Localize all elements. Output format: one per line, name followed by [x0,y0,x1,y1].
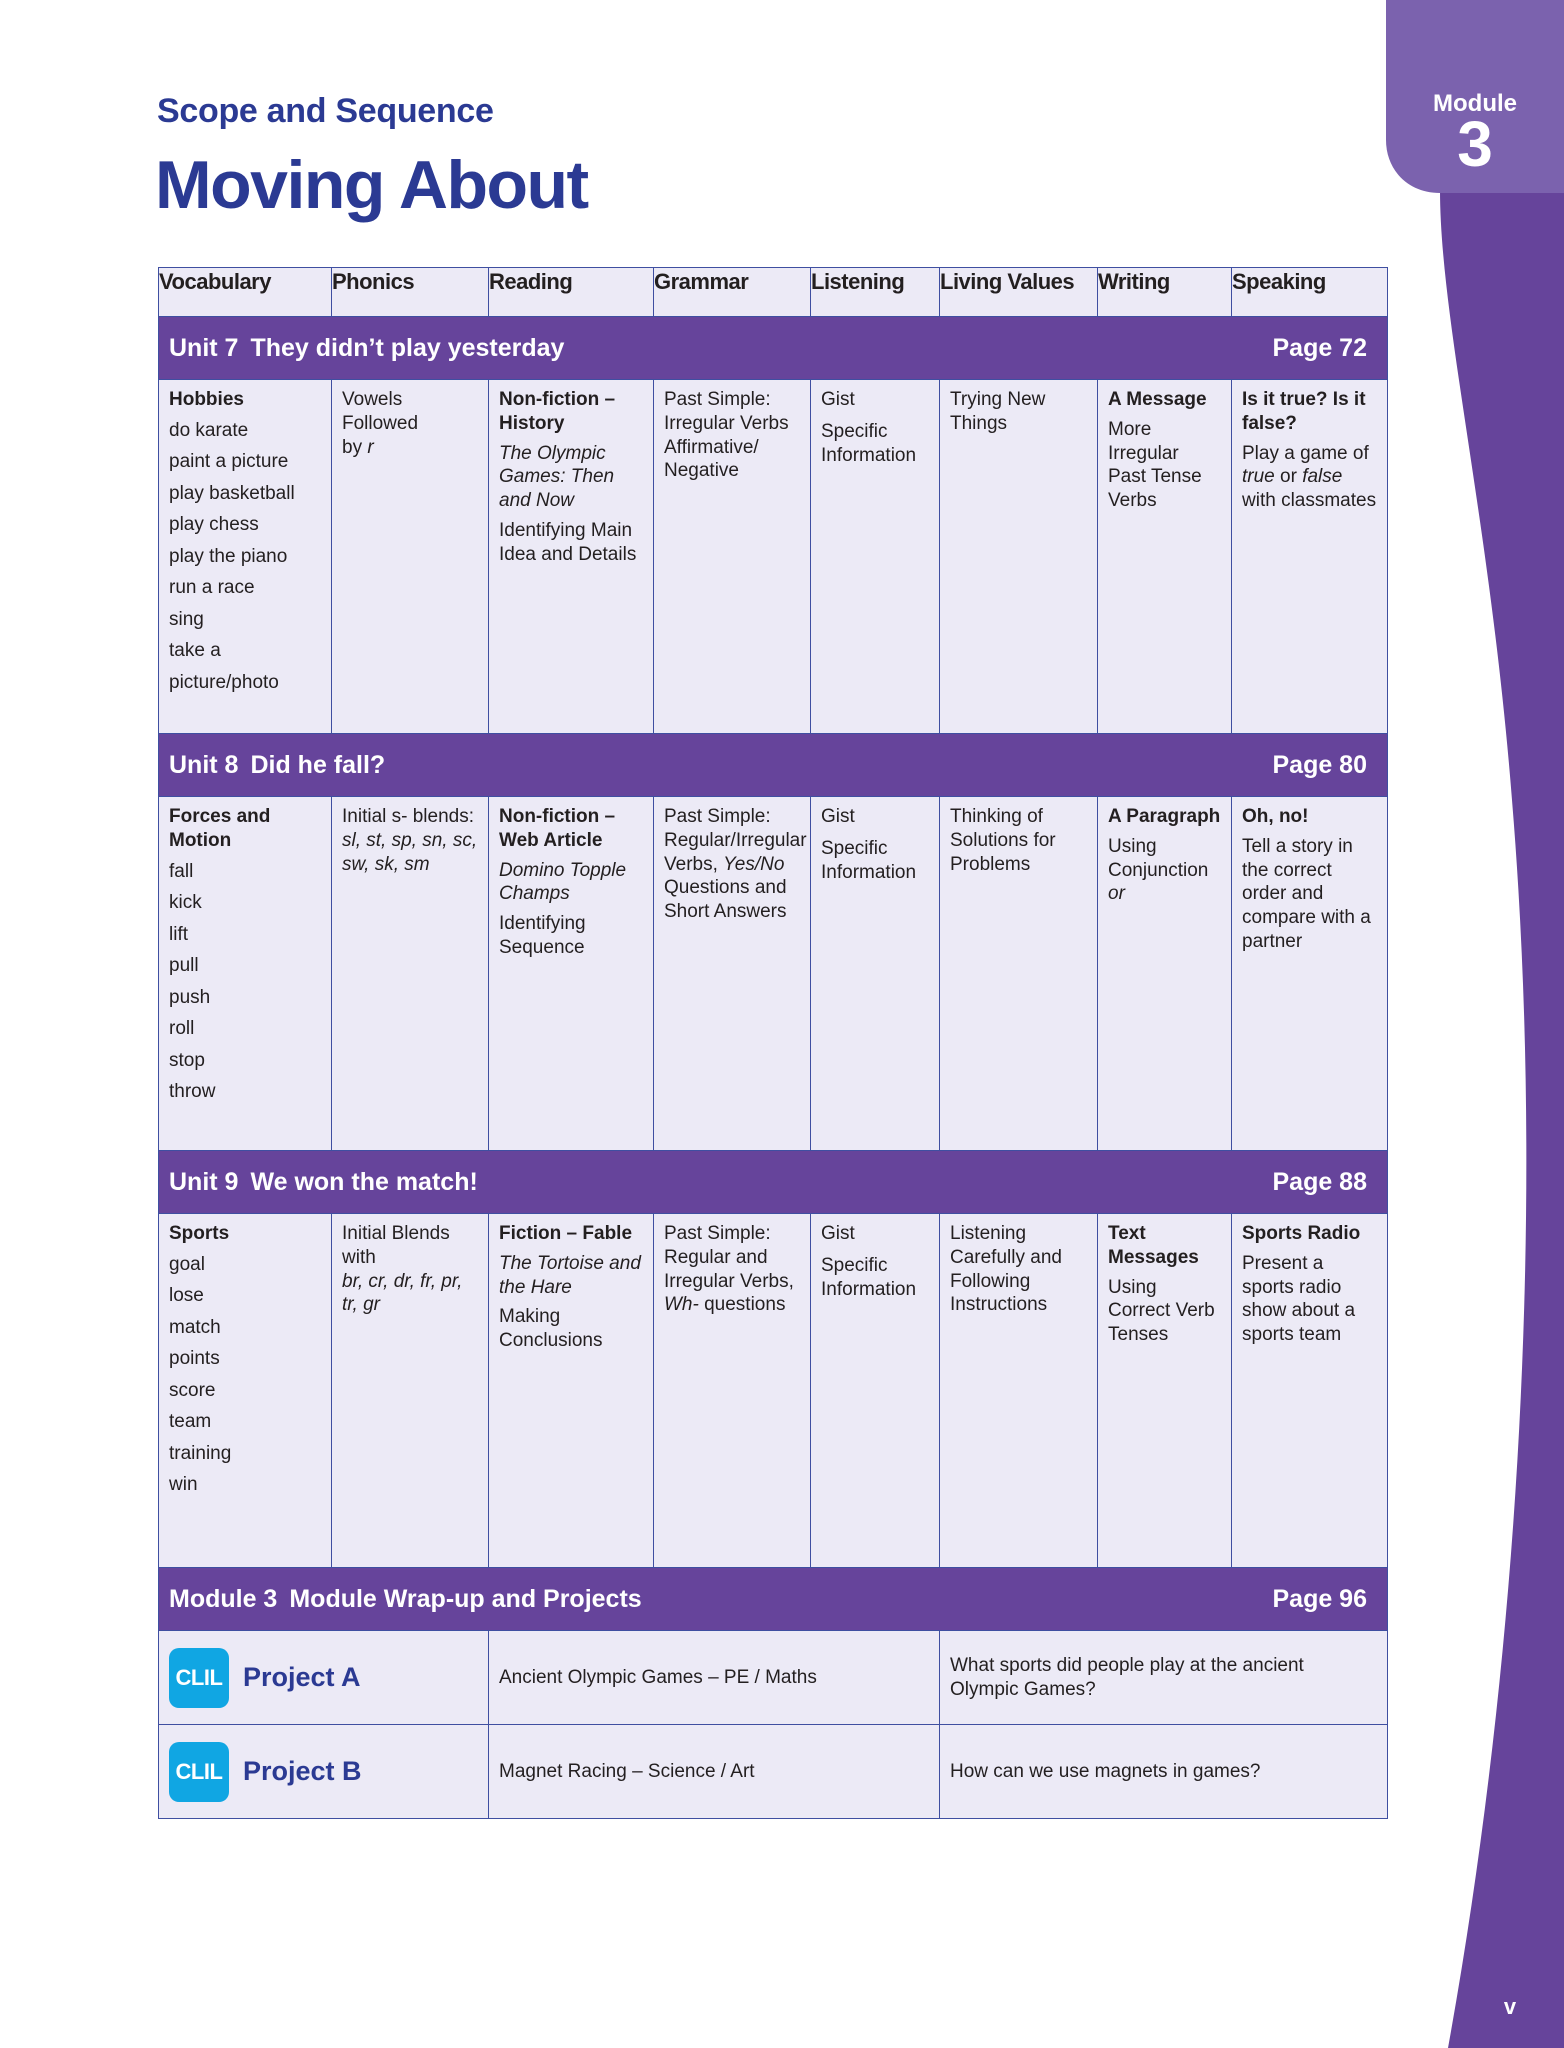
vocabulary-heading: Sports [169,1223,230,1244]
grammar-text: Past Simple: Regular and Irregular Verbs, [664,1223,794,1292]
unit-title: We won the match! [250,1167,478,1196]
listening-item: Specific Information [821,420,917,466]
vocabulary-item: kick [169,892,202,913]
phonics-prefix: by [342,436,368,458]
vocabulary-item: throw [169,1081,216,1102]
grammar-text: questions [698,1294,786,1316]
unit-9-content [159,1214,1388,1568]
grammar-cell [654,797,811,1151]
writing-text: More Irregular Past Tense Verbs [1108,418,1202,511]
column-header-writing: Writing [1098,268,1232,317]
writing-text: Using Correct Verb Tenses [1108,1276,1215,1345]
reading-cell [489,380,654,734]
writing-cell [1098,380,1232,734]
vocabulary-cell [159,797,332,1151]
reading-heading: Non-fiction – History [499,389,616,434]
speaking-heading: Oh, no! [1242,806,1309,827]
reading-heading: Fiction – Fable [499,1223,633,1244]
vocabulary-item: paint a picture [169,451,289,473]
grammar-text: Past Simple: Regular/Irregular Verbs, [664,806,807,875]
speaking-heading: Sports Radio [1242,1223,1361,1244]
listening-cell [811,380,940,734]
phonics-blends: sl, st, sp, sn, sc, sw, sk, sm [342,829,478,875]
column-header-phonics: Phonics [332,268,489,317]
project-name: Project B [243,1756,362,1786]
writing-italic: or [1108,883,1125,905]
phonics-cell [332,380,489,734]
column-header-grammar: Grammar [654,268,811,317]
living-values-text: Thinking of Solutions for Problems [950,806,1056,875]
reading-cell [489,1214,654,1568]
project-topic: Ancient Olympic Games – PE / Maths [489,1631,940,1725]
vocabulary-item: goal [169,1253,205,1275]
vocabulary-item: score [169,1379,216,1401]
vocabulary-item: lift [169,923,188,945]
wrapup-page: Page 96 [1272,1584,1367,1613]
unit-7-band [159,317,1388,380]
speaking-text: Play a game of [1242,442,1369,464]
vocabulary-item: sing [169,608,204,630]
clil-badge-icon: CLIL [169,1648,229,1708]
grammar-italic: Yes/No [723,853,785,875]
speaking-cell [1232,380,1388,734]
clil-badge-icon: CLIL [169,1742,229,1802]
listening-item: Specific Information [821,837,917,883]
vocabulary-heading: Forces and Motion [169,806,271,851]
speaking-text: or [1274,466,1303,488]
speaking-italic: true [1242,466,1275,488]
vocabulary-item: play chess [169,514,259,536]
speaking-cell [1232,1214,1388,1568]
column-header-vocabulary: Vocabulary [159,268,332,317]
reading-skill: Identifying Sequence [499,913,586,958]
listening-cell [811,797,940,1151]
grammar-text: Past Simple: Irregular Verbs Affirmative/ Negative [664,389,789,482]
module-tab-number: 3 [1457,108,1493,180]
vocabulary-cell [159,1214,332,1568]
unit-title: They didn’t play yesterday [250,333,565,362]
vocabulary-item: pull [169,955,199,976]
vocabulary-item: lose [169,1285,204,1307]
vocabulary-item: play basketball [169,482,295,504]
phonics-line: Vowels Followed [342,389,419,434]
reading-title: The Olympic Games: Then and Now [499,442,615,511]
page-title: Moving About [155,147,588,223]
page-subtitle: Scope and Sequence [157,92,494,130]
project-name: Project A [243,1662,361,1692]
phonics-line: Initial Blends with [342,1223,450,1268]
reading-skill: Identifying Main Idea and Details [499,519,637,565]
speaking-text: with classmates [1242,490,1377,511]
project-question: How can we use magnets in games? [940,1725,1388,1819]
unit-7-content [159,380,1388,734]
listening-item: Gist [821,806,855,827]
writing-heading: Text Messages [1108,1223,1199,1268]
living-values-cell [940,1214,1098,1568]
reading-heading: Non-fiction – Web Article [499,806,616,851]
vocabulary-item: push [169,986,211,1008]
unit-title: Did he fall? [250,750,386,779]
project-topic: Magnet Racing – Science / Art [489,1725,940,1819]
unit-9-band [159,1151,1388,1214]
reading-title: Domino Topple Champs [499,859,627,905]
phonics-cell [332,797,489,1151]
unit-label: Unit 7 [169,333,239,362]
vocabulary-item: play the piano [169,545,288,567]
reading-title: The Tortoise and the Hare [499,1252,641,1298]
vocabulary-item: stop [169,1049,205,1071]
vocabulary-heading: Hobbies [169,389,244,410]
column-header-listening: Listening [811,268,940,317]
grammar-text: Questions and Short Answers [664,877,787,922]
scope-table [158,267,1388,1819]
reading-skill: Making Conclusions [499,1306,603,1351]
module-tab-label: Module [1433,90,1517,117]
vocabulary-item: points [169,1348,220,1370]
vocabulary-item: roll [169,1018,195,1039]
vocabulary-item: match [169,1316,221,1338]
vocabulary-item: take a picture/photo [169,640,279,693]
vocabulary-item: team [169,1411,212,1433]
wrapup-title: Module Wrap-up and Projects [289,1584,642,1613]
listening-item: Gist [821,389,855,410]
vocabulary-item: fall [169,860,194,882]
vocabulary-item: win [169,1474,198,1496]
phonics-line: Initial s- blends: [342,806,475,827]
listening-cell [811,1214,940,1568]
wrapup-band [159,1568,1388,1631]
grammar-cell [654,1214,811,1568]
speaking-italic: false [1302,466,1343,488]
column-header-reading: Reading [489,268,654,317]
reading-cell [489,797,654,1151]
column-header-speaking: Speaking [1232,268,1388,317]
living-values-text: Listening Carefully and Following Instructions [950,1223,1062,1316]
unit-label: Unit 9 [169,1167,239,1196]
vocabulary-item: run a race [169,577,255,599]
unit-page: Page 80 [1272,750,1367,779]
speaking-text: Present a sports radio show about a sports team [1242,1252,1356,1345]
unit-8-content [159,797,1388,1151]
unit-page: Page 88 [1272,1167,1367,1196]
unit-8-band [159,734,1388,797]
unit-page: Page 72 [1272,333,1367,362]
page-number: v [1503,1994,1517,2019]
project-a-row [159,1631,1388,1725]
phonics-blends: br, cr, dr, fr, pr, tr, gr [342,1270,463,1316]
listening-item: Gist [821,1223,855,1244]
speaking-heading: Is it true? Is it false? [1242,389,1366,434]
column-header-living-values: Living Values [940,268,1098,317]
writing-cell [1098,1214,1232,1568]
living-values-cell [940,797,1098,1151]
phonics-letter: r [367,436,374,458]
speaking-text: Tell a story in the correct order and compare with a partner [1242,835,1371,952]
vocabulary-cell [159,380,332,734]
writing-cell [1098,797,1232,1151]
writing-heading: A Paragraph [1108,806,1221,827]
vocabulary-item: do karate [169,419,249,441]
living-values-text: Trying New Things [950,389,1046,434]
module-tab [1386,0,1564,193]
phonics-cell [332,1214,489,1568]
listening-item: Specific Information [821,1254,917,1300]
living-values-cell [940,380,1098,734]
wrapup-label: Module 3 [169,1584,278,1613]
project-question: What sports did people play at the ancient Olympic Games? [940,1631,1388,1725]
writing-heading: A Message [1108,389,1207,410]
writing-text: Using Conjunction [1108,835,1209,881]
unit-label: Unit 8 [169,750,239,779]
grammar-cell [654,380,811,734]
project-b-row [159,1725,1388,1819]
speaking-cell [1232,797,1388,1151]
grammar-italic: Wh- [664,1294,699,1316]
vocabulary-item: training [169,1442,232,1464]
